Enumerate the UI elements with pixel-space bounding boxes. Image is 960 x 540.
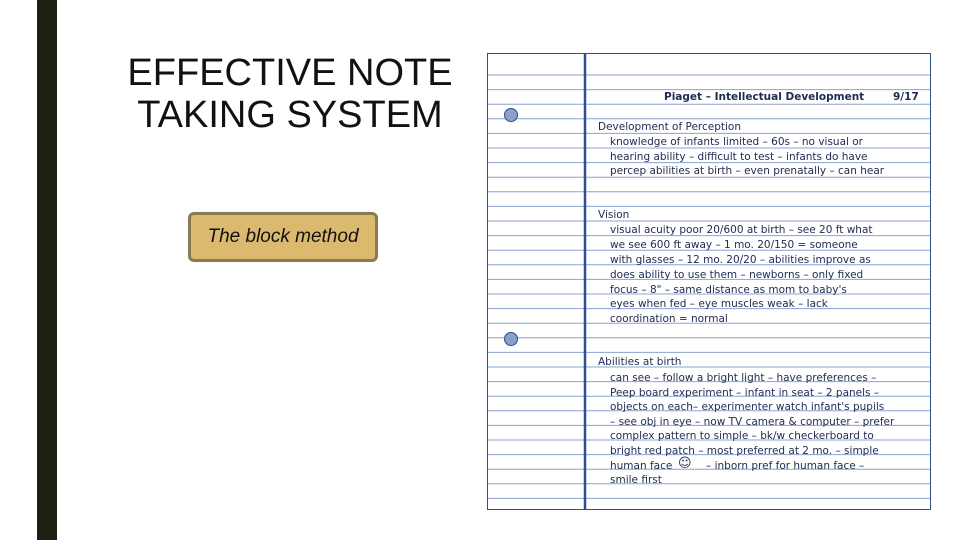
binder-hole-top (505, 109, 518, 122)
section-heading-abilities: Abilities at birth (598, 356, 682, 368)
note-line: hearing ability – difficult to test – infants do have (610, 151, 868, 163)
section-heading-perception: Development of Perception (598, 121, 741, 133)
note-line: can see – follow a bright light – have preferences – (610, 372, 877, 384)
block-method-label: The block method (188, 212, 378, 262)
section-heading-vision: Vision (598, 209, 630, 221)
note-line: visual acuity poor 20/600 at birth – see 20 ft what (610, 224, 873, 236)
note-line: focus – 8" – same distance as mom to baby's (610, 284, 847, 296)
note-line: eyes when fed – eye muscles weak – lack (610, 298, 828, 310)
note-line: complex pattern to simple – bk/w checkerboard to (610, 430, 874, 442)
note-line: percep abilities at birth – even prenatally – can hear (610, 165, 885, 177)
slide-title-line-2: TAKING SYSTEM (137, 94, 443, 136)
note-line: smile first (610, 474, 662, 486)
slide-title (100, 52, 480, 136)
binder-hole-bottom (505, 333, 518, 346)
smiley-face-icon: ☺ (678, 456, 692, 471)
note-line: does ability to use them – newborns – only fixed (610, 269, 864, 281)
note-line: coordination = normal (610, 313, 728, 325)
left-accent-bar (37, 0, 57, 540)
notes-header-date: 9/17 (893, 91, 919, 103)
note-line: knowledge of infants limited – 60s – no visual or (610, 136, 863, 148)
note-line: objects on each– experimenter watch infant's pupils (610, 401, 885, 413)
notebook-page (487, 53, 931, 510)
note-line: Peep board experiment – infant in seat – 2 panels – (610, 387, 880, 399)
note-line: bright red patch – most preferred at 2 mo. – simple (610, 445, 879, 457)
note-line: we see 600 ft away – 1 mo. 20/150 = someone (610, 239, 858, 251)
slide-title-line-1: EFFECTIVE NOTE (127, 52, 453, 94)
note-line: with glasses – 12 mo. 20/20 – abilities improve as (610, 254, 871, 266)
notes-header-title: Piaget – Intellectual Development (664, 91, 865, 103)
note-line: – inborn pref for human face – (706, 460, 865, 472)
note-line: human face (610, 460, 673, 472)
note-line: – see obj in eye – now TV camera & computer – prefer (610, 416, 895, 428)
